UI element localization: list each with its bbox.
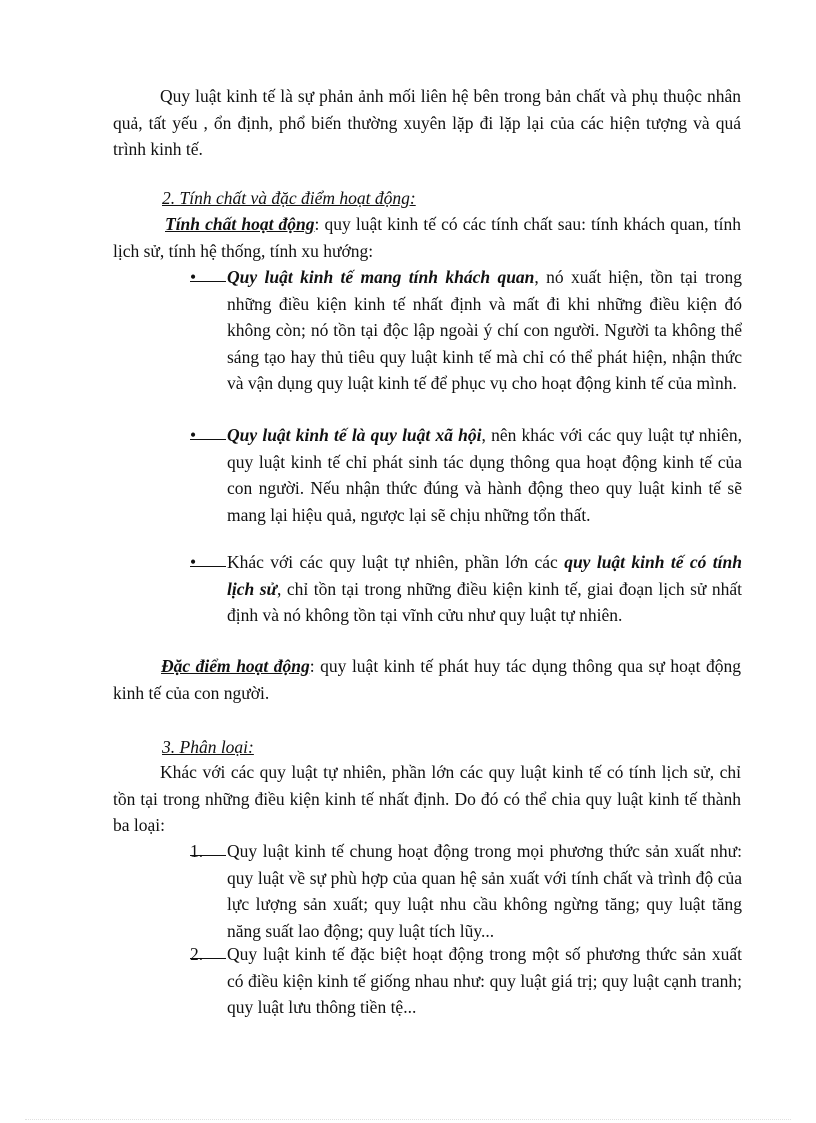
bullet-item-2	[190, 422, 742, 528]
dac-diem-text: : quy luật kinh tế phát huy tác dụng thông qua sự hoạt động kinh tế của con người.	[113, 656, 741, 703]
bullet-marker: •	[190, 549, 226, 576]
bullet-marker: •	[190, 422, 226, 449]
numbered-item-text: Quy luật kinh tế chung hoạt động trong mọi phương thức sản xuất như: quy luật về sự phù hợp của quan hệ sản xuất với tính chất và trình độ của lực lượng sản xuất; quy luật nhu cầu không ngừng tăng; quy luật tăng năng suất lao động; quy luật tích lũy...	[227, 841, 742, 941]
page-bottom-divider	[25, 1119, 791, 1120]
number-marker: 2.	[190, 941, 226, 968]
dac-diem-label: Đặc điểm hoạt động	[161, 656, 310, 676]
bullet-item-3	[190, 549, 742, 629]
numbered-item-1	[190, 838, 742, 944]
numbered-item-text: Quy luật kinh tế đặc biệt hoạt động trong một số phương thức sản xuất có điều kiện kinh tế giống nhau như: quy luật giá trị; quy luật cạnh tranh; quy luật lưu thông tiền tệ...	[227, 944, 742, 1017]
numbered-item-2	[190, 941, 742, 1021]
bullet-pre: Khác với các quy luật tự nhiên, phần lớn các	[227, 552, 565, 572]
section-3-heading: 3. Phân loại:	[162, 737, 254, 757]
bullet-lead: quy luật kinh tế có tính lịch sử	[227, 552, 742, 599]
bullet-marker: •	[190, 264, 226, 291]
tinh-chat-label: Tính chất hoạt động	[165, 214, 315, 234]
tinh-chat-text: : quy luật kinh tế có các tính chất sau: tính khách quan, tính lịch sử, tính hệ thống, tính xu hướng:	[113, 214, 741, 261]
intro-paragraph: Quy luật kinh tế là sự phản ảnh mối liên hệ bên trong bản chất và phụ thuộc nhân quả, tất yếu , ổn định, phổ biến thường xuyên lặp đi lặp lại của các hiện tượng và quá trình kinh tế.	[113, 86, 741, 159]
bullet-lead: Quy luật kinh tế là quy luật xã hội	[227, 425, 482, 445]
number-marker: 1.	[190, 838, 226, 865]
tinh-chat-paragraph	[113, 211, 741, 264]
bullet-lead: Quy luật kinh tế mang tính khách quan	[227, 267, 535, 287]
section-2-heading: 2. Tính chất và đặc điểm hoạt động:	[162, 188, 416, 208]
bullet-text: , chỉ tồn tại trong những điều kiện kinh tế, giai đoạn lịch sử nhất định và nó không tồn tại vĩnh cửu như quy luật tự nhiên.	[227, 578, 742, 625]
bullet-text: , nên khác với các quy luật tự nhiên, quy luật kinh tế chỉ phát sinh tác dụng thông qua hoạt động kinh tế của con người. Nếu nhận thức đúng và hành động theo quy luật kinh tế sẽ mang lại hiệu quả, ngược lại sẽ chịu những tổn thất.	[227, 425, 742, 525]
bullet-text: , nó xuất hiện, tồn tại trong những điều kiện kinh tế nhất định và mất đi khi những điều kiện đó không còn; nó tồn tại độc lập ngoài ý chí con người. Người ta không thể sáng tạo hay thủ tiêu quy luật kinh tế mà chỉ có thể phát hiện, nhận thức và vận dụng quy luật kinh tế để phục vụ cho hoạt động kinh tế của mình.	[227, 267, 742, 393]
bullet-item-1	[190, 264, 742, 397]
section-3-intro: Khác với các quy luật tự nhiên, phần lớn các quy luật kinh tế có tính lịch sử, chỉ tồn tại trong những điều kiện kinh tế nhất định. Do đó có thể chia quy luật kinh tế thành ba loại:	[113, 762, 741, 835]
dac-diem-paragraph	[113, 653, 741, 706]
